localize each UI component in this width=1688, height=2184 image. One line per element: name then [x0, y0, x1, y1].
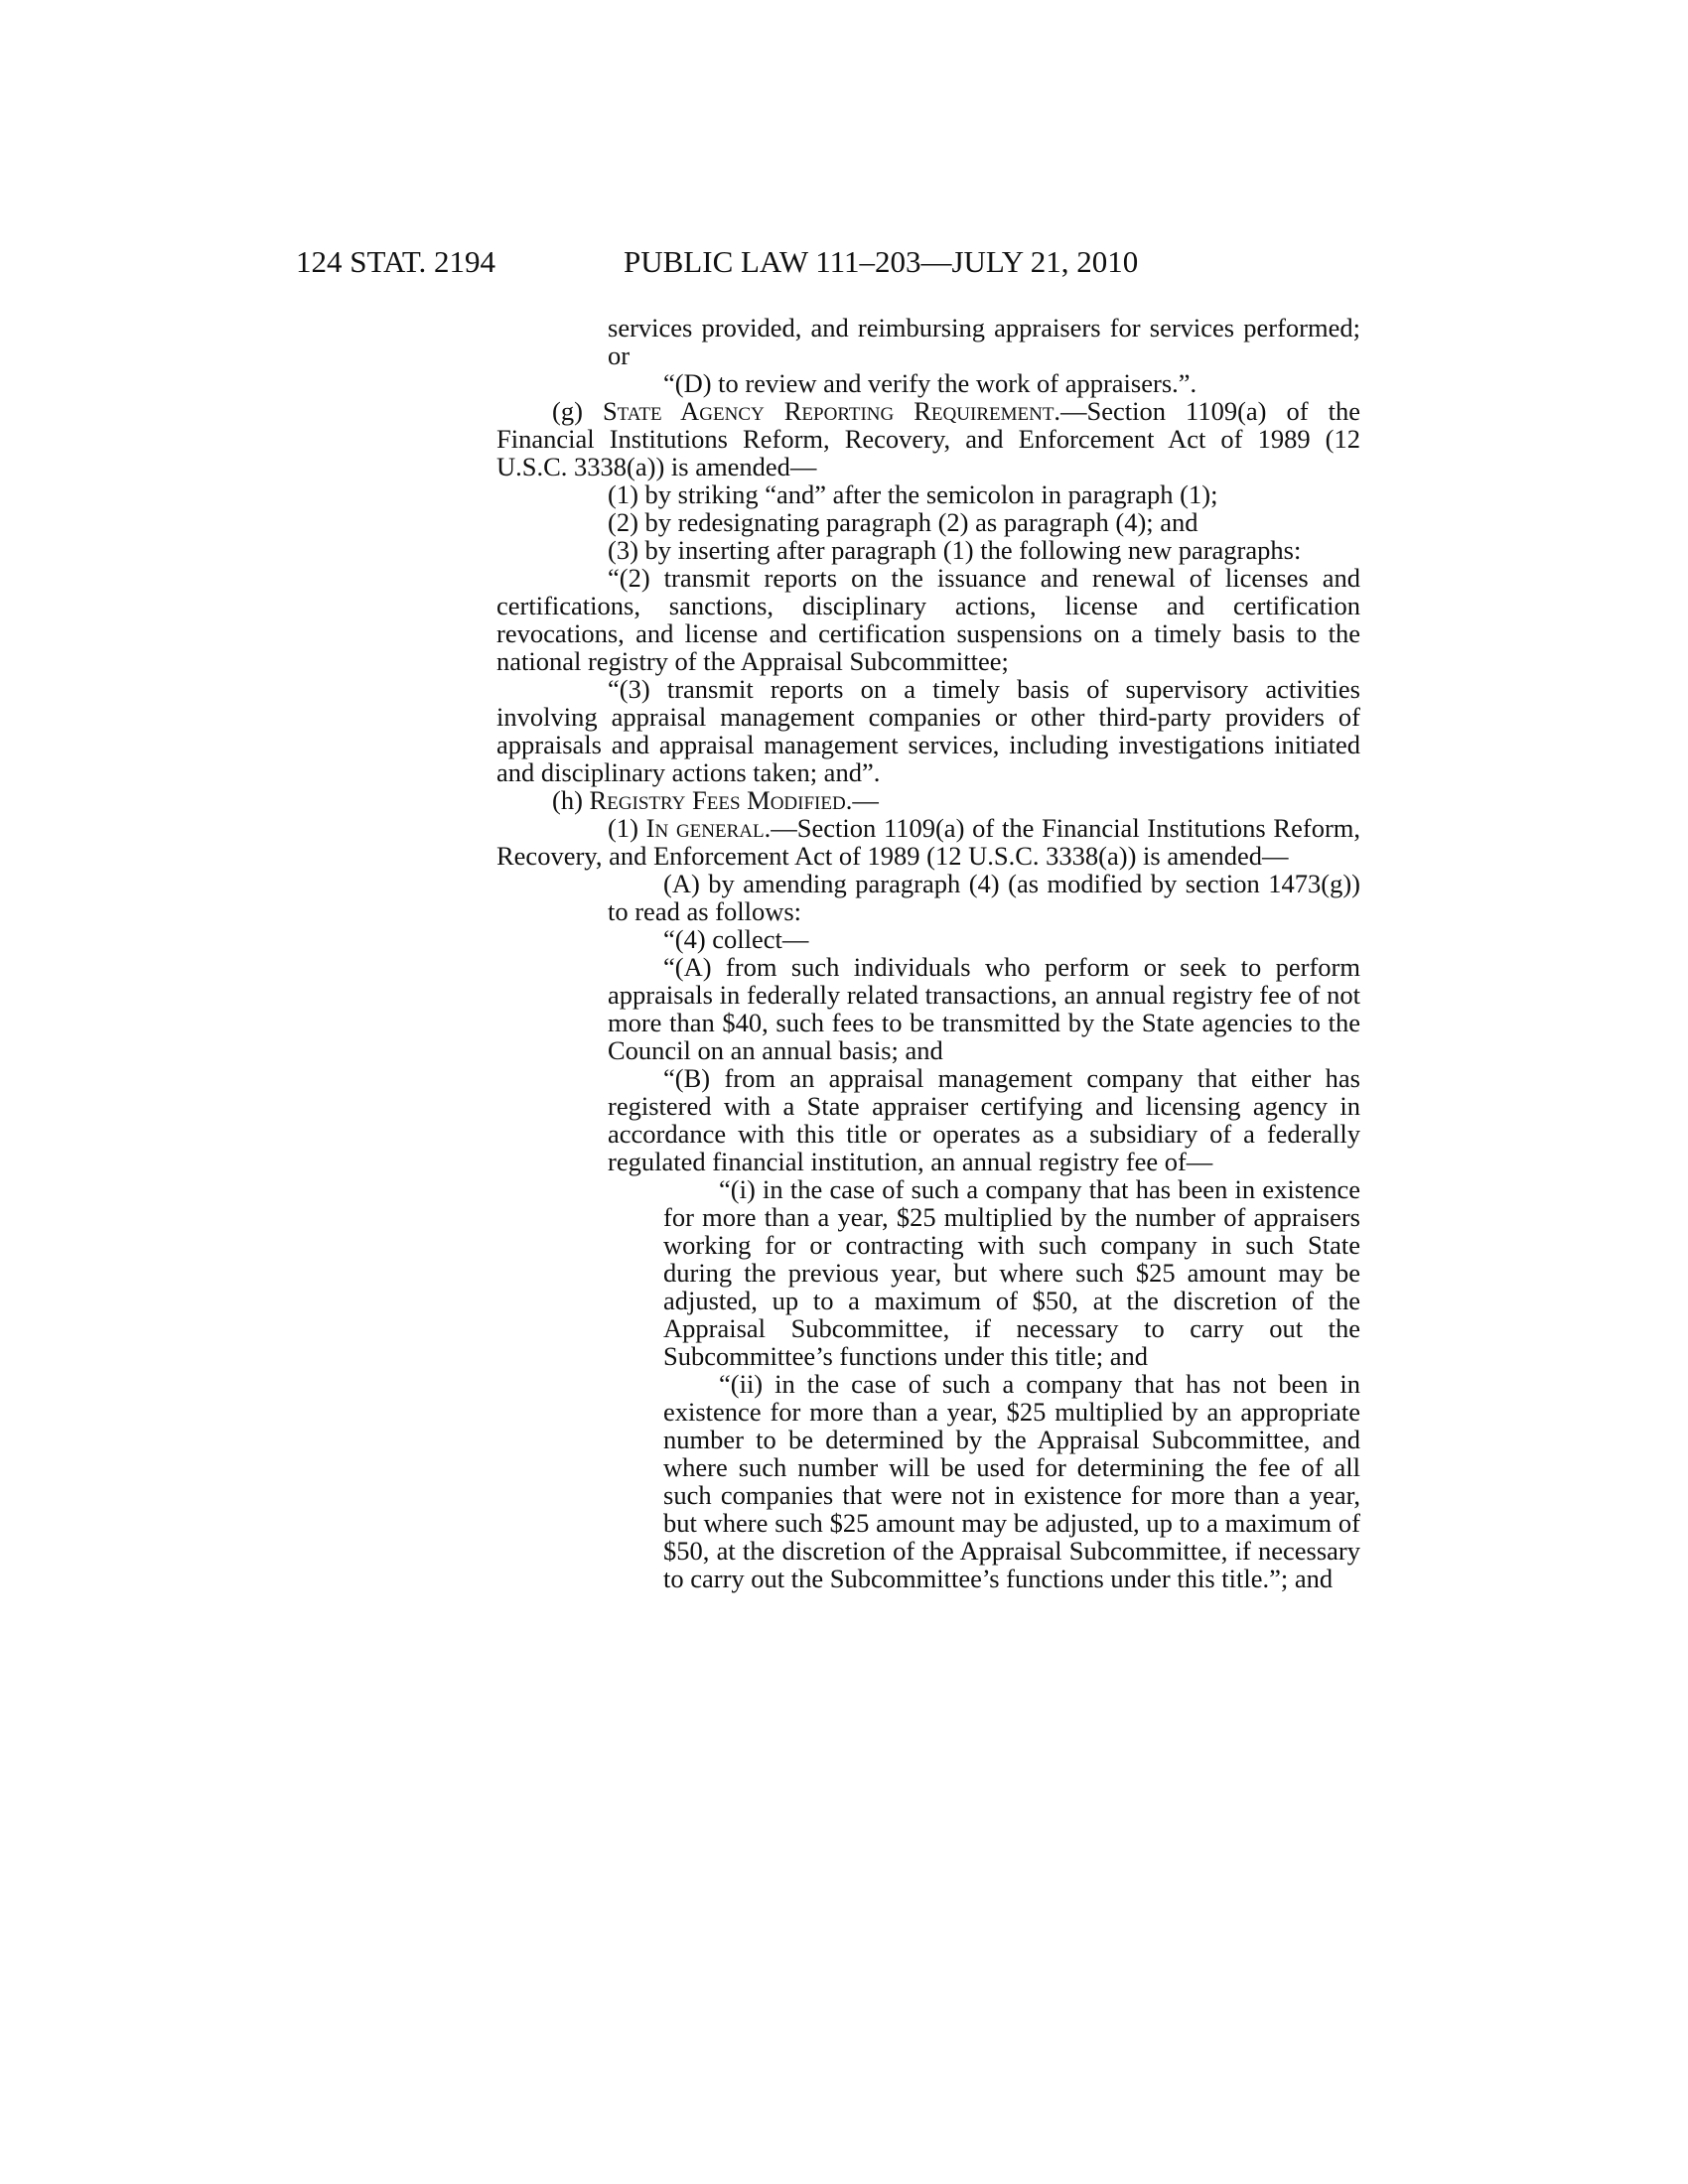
- paragraph: [496, 369, 1360, 397]
- paragraph-text: “(A) from such individuals who perform or seek to perform appraisals in federally related transactions, an annual registry fee of not more than $40, such fees to be transmitted by the State agencies to the Council on an annual basis; and: [608, 952, 1360, 1065]
- paragraph-text: “(ii) in the case of such a company that has not been in existence for more than a year, $25 multiplied by an appropriate number to be determined by the Appraisal Subcommittee, and where such number will be used for determining the fee of all such companies that were not in existence for more than a year, but where such $25 amount may be adjusted, up to a maximum of $50, at the discretion of the Appraisal Subcommittee, if necessary to carry out the Subcommittee’s functions under this title.”; and: [663, 1369, 1360, 1593]
- paragraph-text: “(2) transmit reports on the issuance and renewal of licenses and certifications, sanctions, disciplinary actions, license and certification revocations, and license and certification suspensions on a timely basis to the national registry of the Appraisal Subcommittee;: [496, 563, 1360, 676]
- stat-reference: 124 STAT. 2194: [296, 244, 496, 279]
- paragraph-text: .—: [845, 785, 879, 815]
- paragraph-text: “(D) to review and verify the work of appraisers.”.: [663, 368, 1197, 398]
- paragraph-lead: (1): [608, 813, 646, 843]
- paragraph-text: “(4) collect—: [663, 924, 809, 954]
- quoted-paragraph: [496, 925, 1360, 953]
- quoted-paragraph: [496, 675, 1360, 786]
- paragraph-text: (3) by inserting after paragraph (1) the following new paragraphs:: [608, 535, 1302, 565]
- paragraph-heading: In general: [645, 813, 765, 843]
- paragraph-text: “(i) in the case of such a company that has been in existence for more than a year, $25 multiplied by the number of appraisers working for or contracting with such company in such State during the previous year, but where such $25 amount may be adjusted, up to a maximum of $50, at the discretion of the Appraisal Subcommittee, if necessary to carry out the Subcommittee’s functions under this title; and: [663, 1174, 1360, 1371]
- paragraph: [496, 314, 1360, 369]
- subsection-heading: State Agency Reporting Requirement: [602, 396, 1055, 426]
- paragraph-text: (2) by redesignating paragraph (2) as paragraph (4); and: [608, 507, 1198, 537]
- paragraph-lead: (g): [552, 396, 603, 426]
- paragraph-text: (A) by amending paragraph (4) (as modified by section 1473(g)) to read as follows:: [608, 869, 1360, 926]
- quoted-clause: [496, 1370, 1360, 1592]
- quoted-clause: [496, 1175, 1360, 1370]
- paragraph: [496, 870, 1360, 925]
- paragraph-text: “(3) transmit reports on a timely basis of supervisory activities involving appraisal management companies or other third-party providers of appraisals and appraisal management services, including investigations initiated and disciplinary actions taken; and”.: [496, 674, 1360, 787]
- paragraph-text: .—Section 1109(a) of the Financial Institutions Reform, Recovery, and Enforcement Act of 1989 (12 U.S.C. 3338(a)) is amended—: [496, 396, 1360, 481]
- subsection-heading: Registry Fees Modified: [589, 785, 846, 815]
- body-text: [496, 314, 1360, 1592]
- paragraph-text: services provided, and reimbursing appraisers for services performed; or: [608, 313, 1360, 370]
- paragraph: [496, 480, 1360, 508]
- paragraph-lead: (h): [552, 785, 590, 815]
- subsection-g: [496, 397, 1360, 480]
- paragraph-text: “(B) from an appraisal management company that either has registered with a State appraiser certifying and licensing agency in accordance with this title or operates as a subsidiary of a federally regulated financial institution, an annual registry fee of—: [608, 1063, 1360, 1176]
- quoted-paragraph: [496, 564, 1360, 675]
- paragraph-text: .—Section 1109(a) of the Financial Institutions Reform, Recovery, and Enforcement Act of 1989 (12 U.S.C. 3338(a)) is amended—: [496, 813, 1361, 871]
- quoted-subparagraph: [496, 953, 1360, 1064]
- page-header: [296, 244, 1366, 284]
- quoted-subparagraph: [496, 1064, 1360, 1175]
- paragraph: [496, 508, 1360, 536]
- law-title: PUBLIC LAW 111–203—JULY 21, 2010: [624, 244, 1139, 279]
- paragraph: [496, 814, 1360, 870]
- paragraph-text: (1) by striking “and” after the semicolon in paragraph (1);: [608, 479, 1218, 509]
- subsection-h: [496, 786, 1360, 814]
- paragraph: [496, 536, 1360, 564]
